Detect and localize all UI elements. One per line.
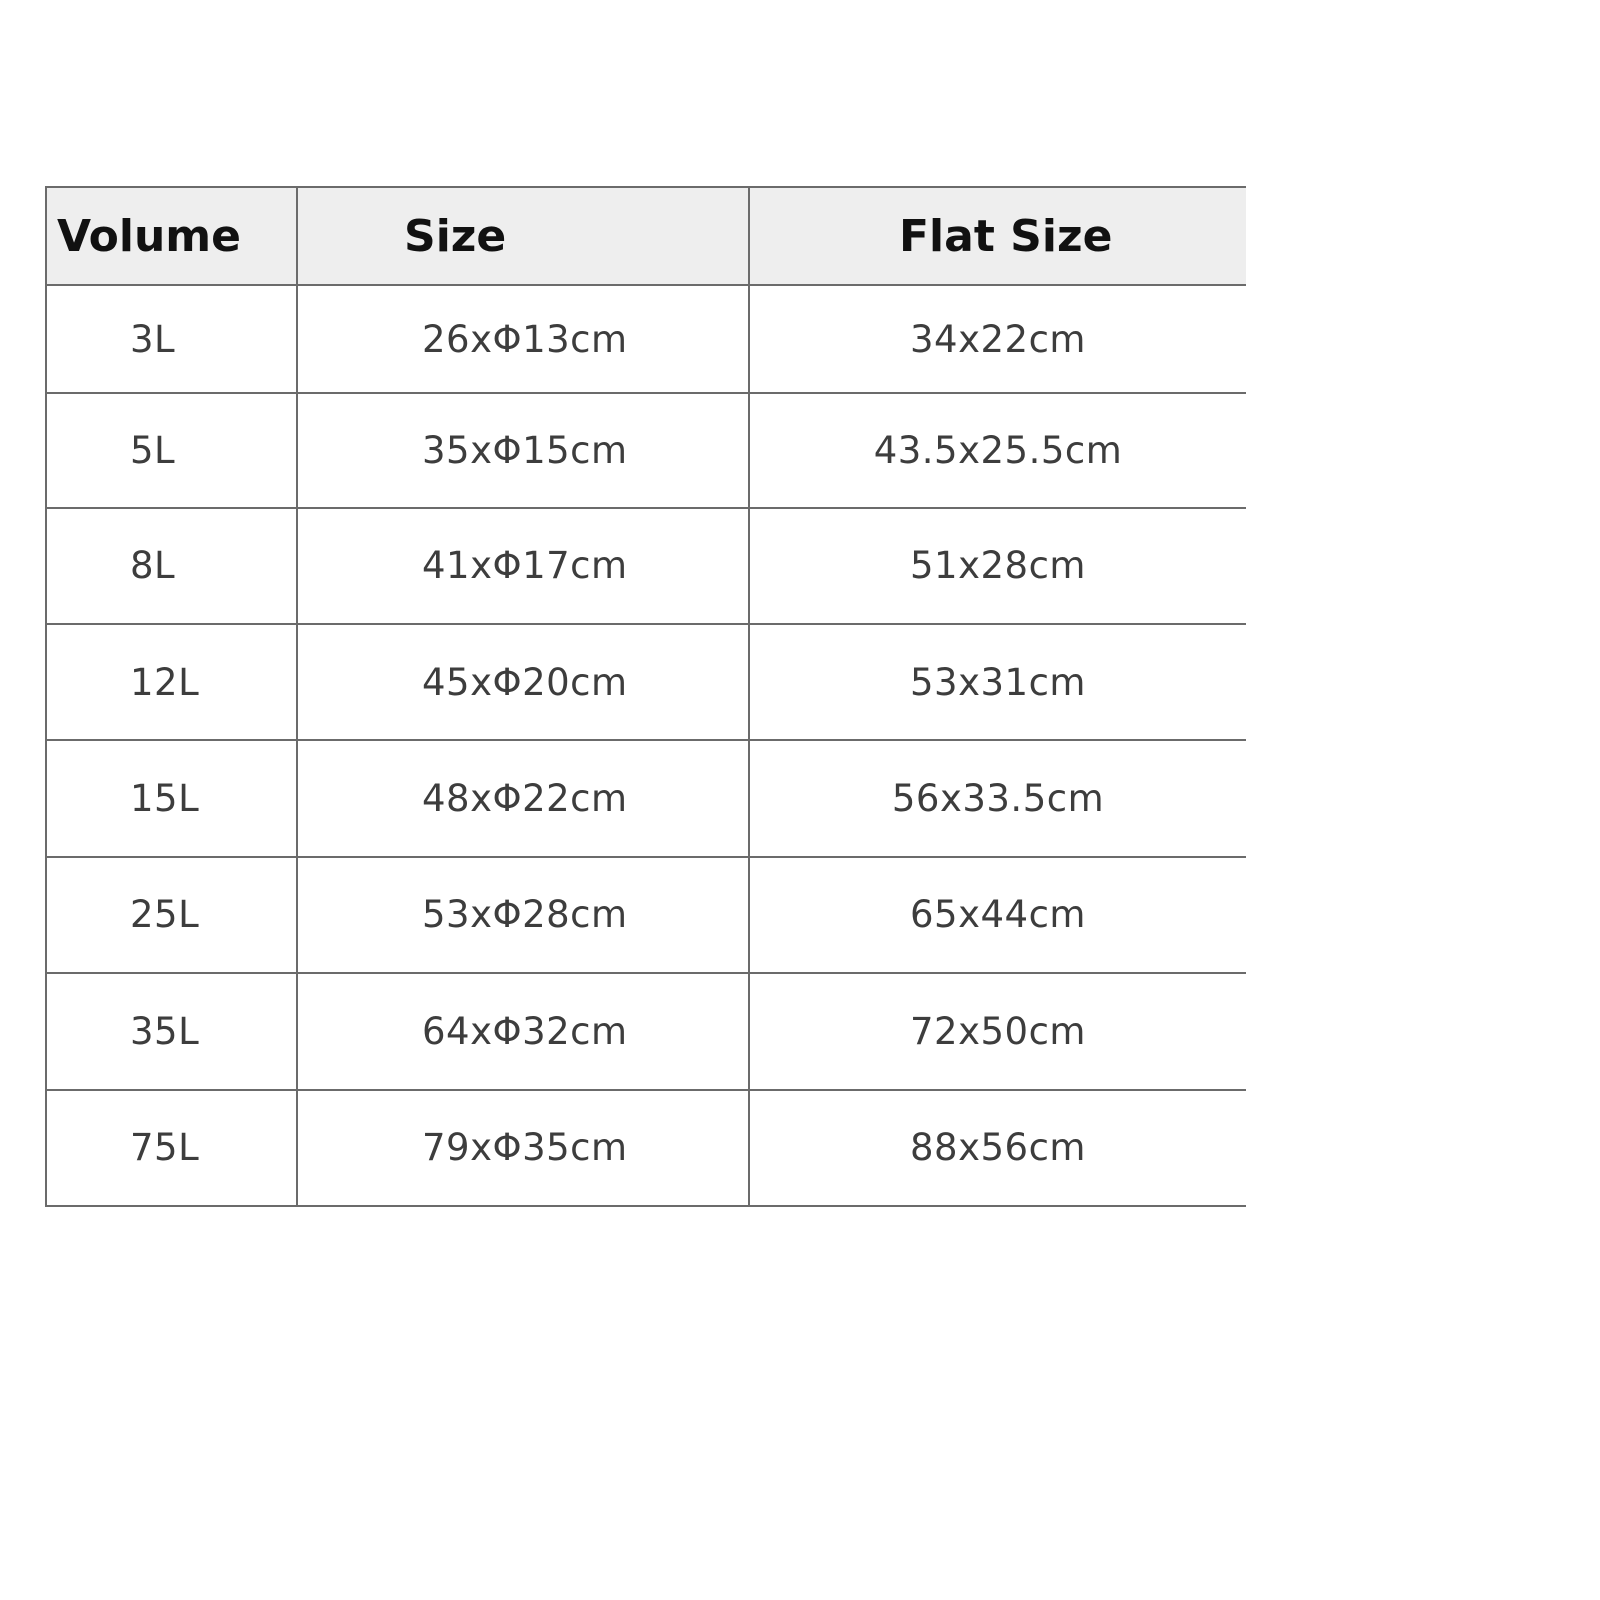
cell-flat-size: 56x33.5cm xyxy=(749,740,1246,856)
cell-flat-size: 53x31cm xyxy=(749,624,1246,740)
cell-volume: 25L xyxy=(46,857,297,973)
table-row xyxy=(46,1090,1246,1206)
cell-flat-size: 51x28cm xyxy=(749,508,1246,624)
table-row xyxy=(46,393,1246,507)
cell-volume: 3L xyxy=(46,285,297,393)
table-row xyxy=(46,508,1246,624)
cell-volume: 15L xyxy=(46,740,297,856)
cell-flat-size: 88x56cm xyxy=(749,1090,1246,1206)
cell-size: 53xΦ28cm xyxy=(297,857,749,973)
size-chart-table xyxy=(45,186,1246,1207)
table-body xyxy=(46,285,1246,1206)
table-row xyxy=(46,857,1246,973)
cell-flat-size: 65x44cm xyxy=(749,857,1246,973)
header-row xyxy=(46,187,1246,285)
cell-size: 48xΦ22cm xyxy=(297,740,749,856)
cell-size: 79xΦ35cm xyxy=(297,1090,749,1206)
cell-volume: 35L xyxy=(46,973,297,1089)
cell-size: 41xΦ17cm xyxy=(297,508,749,624)
cell-volume: 5L xyxy=(46,393,297,507)
cell-size: 64xΦ32cm xyxy=(297,973,749,1089)
column-header-size: Size xyxy=(297,187,749,285)
table-row xyxy=(46,285,1246,393)
cell-size: 45xΦ20cm xyxy=(297,624,749,740)
cell-flat-size: 72x50cm xyxy=(749,973,1246,1089)
table-header xyxy=(46,187,1246,285)
table-row xyxy=(46,624,1246,740)
table-row xyxy=(46,740,1246,856)
cell-size: 26xΦ13cm xyxy=(297,285,749,393)
cell-size: 35xΦ15cm xyxy=(297,393,749,507)
cell-volume: 12L xyxy=(46,624,297,740)
cell-volume: 8L xyxy=(46,508,297,624)
cell-flat-size: 43.5x25.5cm xyxy=(749,393,1246,507)
cell-flat-size: 34x22cm xyxy=(749,285,1246,393)
column-header-volume: Volume xyxy=(46,187,297,285)
table-row xyxy=(46,973,1246,1089)
cell-volume: 75L xyxy=(46,1090,297,1206)
column-header-flat-size: Flat Size xyxy=(749,187,1246,285)
